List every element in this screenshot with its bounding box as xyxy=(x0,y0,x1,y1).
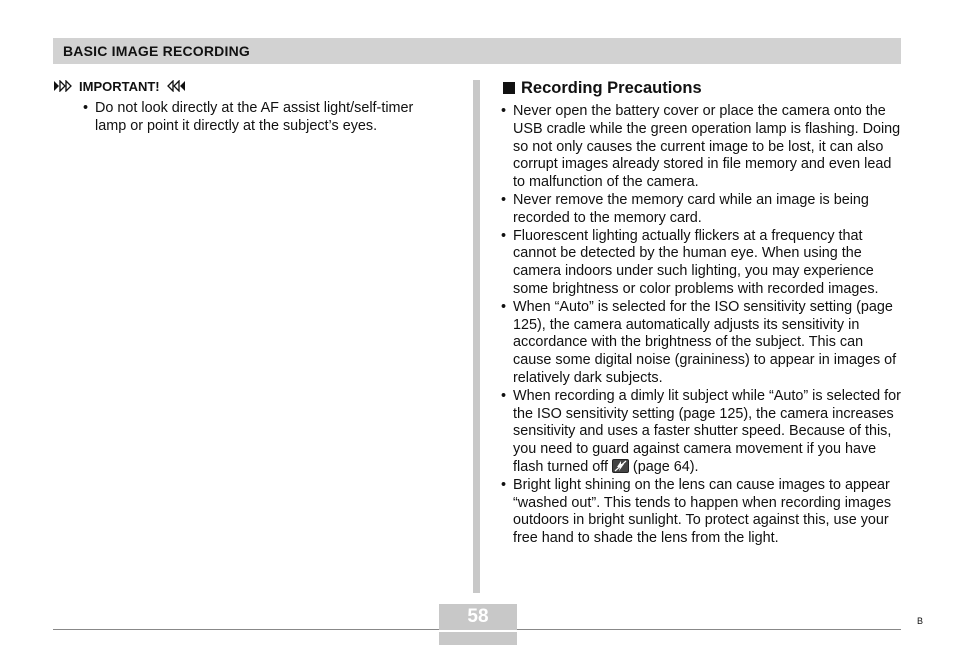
square-bullet-icon xyxy=(503,82,515,94)
page-number-badge-base xyxy=(439,632,517,645)
section-header-title: BASIC IMAGE RECORDING xyxy=(63,43,250,59)
flash-bullet-page-ref: (page 64). xyxy=(628,458,699,475)
list-item: • Do not look directly at the AF assist light/self-timer lamp or point it directly at the subject’s eyes. xyxy=(83,100,433,136)
section-header-bar xyxy=(53,38,901,64)
recording-precautions xyxy=(501,77,901,548)
important-label: IMPORTANT! xyxy=(79,78,160,94)
list-item: • Bright light shining on the lens can cause images to appear “washed out”. This tends to happen when recording images outdoors in bright sunlight. To protect against this, use your free hand to shade the lens from the light. xyxy=(501,477,901,548)
section-title-text: Recording Precautions xyxy=(521,78,702,97)
important-arrows-icon xyxy=(166,80,186,92)
important-heading xyxy=(53,78,453,94)
list-item: • Never open the battery cover or place the camera onto the USB cradle while the green operation lamp is flashing. Doing so not only causes the current image to be lost, it can also corrupt images already stored in file memory and even lead to malfunction of the camera. xyxy=(501,103,901,192)
page-number-badge xyxy=(439,604,517,630)
list-item xyxy=(501,388,901,477)
flash-bullet-text: When recording a dimly lit subject while “Auto” is selected for the ISO sensitivity setting (page 125), the camera increases sensitivity and uses a faster shutter speed. Because of this, you need to guard against camera movement if you have flash turned off xyxy=(513,387,901,475)
list-item: • Fluorescent lighting actually flickers at a frequency that cannot be detected by the human eye. When using the camera indoors under such lighting, you may experience some brightness or color problems with recorded images. xyxy=(501,228,901,299)
precautions-bullet-list xyxy=(501,103,901,548)
page-mark: B xyxy=(917,616,924,626)
column-divider xyxy=(473,80,480,593)
page-number: 58 xyxy=(467,606,489,627)
section-title xyxy=(501,77,901,99)
list-item: • When “Auto” is selected for the ISO sensitivity setting (page 125), the camera automatically adjusts its sensitivity in accordance with the brightness of the subject. This can cause some digital noise (graininess) to appear in images of relatively dark subjects. xyxy=(501,299,901,388)
flash-off-icon xyxy=(612,459,629,473)
important-note xyxy=(53,78,453,136)
important-bullet-list xyxy=(83,100,433,136)
important-arrows-icon xyxy=(53,80,73,92)
list-item: • Never remove the memory card while an image is being recorded to the memory card. xyxy=(501,192,901,228)
